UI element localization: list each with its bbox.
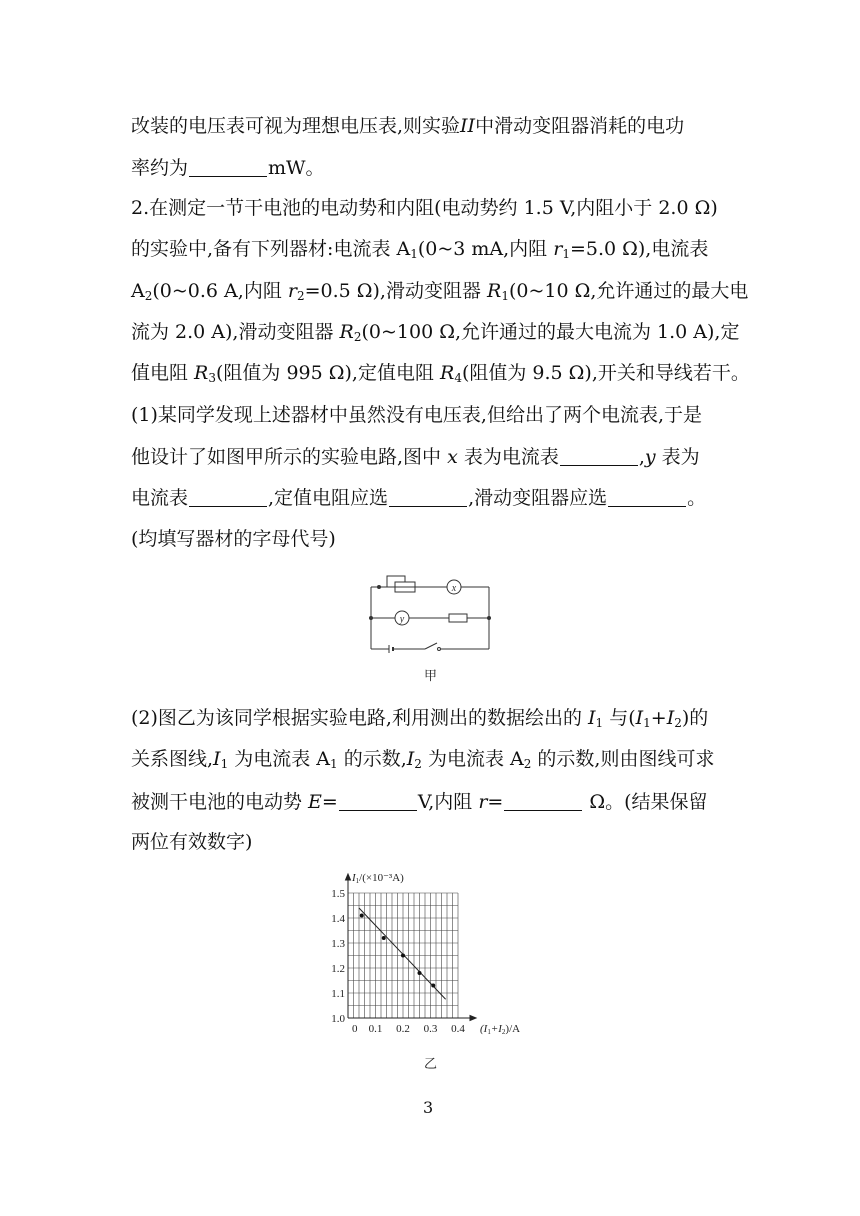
answer-blank[interactable] <box>339 792 417 811</box>
meter-y-label: y <box>399 614 405 625</box>
symbol: R <box>339 321 354 343</box>
text: (均填写器材的字母代号) <box>131 528 336 550</box>
page-number: 3 <box>423 1098 434 1117</box>
subscript: 3 <box>208 371 216 385</box>
subscript: 1 <box>643 716 651 730</box>
text: = <box>487 791 504 813</box>
symbol: I <box>213 748 221 770</box>
symbol: I <box>588 707 596 729</box>
y-axis-label: I1/(×10⁻³A) <box>352 872 404 885</box>
text: 改装的电压表可视为理想电压表,则实验 <box>131 115 461 137</box>
subscript: 2 <box>674 716 682 730</box>
experiment-label: II <box>460 115 476 137</box>
text-line <box>131 117 684 136</box>
answer-blank[interactable] <box>189 488 267 507</box>
text: )的 <box>681 707 709 729</box>
text: 中滑动变阻器消耗的电功 <box>475 115 685 137</box>
y-tick-label: 1.2 <box>331 963 345 975</box>
meter-x-label: x <box>451 583 457 594</box>
answer-blank[interactable] <box>560 447 638 466</box>
text: 流为 2.0 A),滑动变阻器 <box>131 321 340 343</box>
fixed-resistor <box>449 614 467 622</box>
text-line <box>131 158 325 178</box>
text: 被测干电池的电动势 <box>131 791 309 813</box>
text: 两位有效数字) <box>131 831 253 853</box>
x-axis-label: (I1+I2)/A <box>480 1023 521 1036</box>
text: 他设计了如图甲所示的实验电路,图中 <box>131 446 448 468</box>
subscript: 1 <box>410 247 418 261</box>
symbol: I <box>635 707 644 729</box>
text: 率约为 <box>131 157 189 179</box>
text-line <box>131 833 252 852</box>
x-tick-label: 0 <box>352 1023 358 1035</box>
text: + <box>650 707 667 729</box>
y-tick-label: 1.0 <box>331 1013 345 1025</box>
text: 表为 <box>655 446 700 468</box>
text: 为电流表 A <box>421 748 524 770</box>
figure-caption: 甲 <box>424 669 438 684</box>
text: 值电阻 <box>131 362 195 384</box>
symbol: R <box>440 362 455 384</box>
text-line <box>131 199 718 218</box>
symbol: I <box>406 748 415 770</box>
text-line <box>131 488 706 508</box>
text: Ω。(结果保留 <box>583 791 708 813</box>
text-line <box>131 750 714 769</box>
text-line <box>131 709 708 728</box>
text: =5.0 Ω),电流表 <box>569 238 709 260</box>
subscript: 2 <box>296 289 305 303</box>
subscript: 1 <box>501 289 509 303</box>
text: 关系图线, <box>131 748 214 770</box>
symbol: x <box>447 446 458 468</box>
figure-caption: 乙 <box>424 1057 438 1072</box>
x-tick-label: 0.2 <box>396 1023 410 1035</box>
subscript: 1 <box>220 757 229 771</box>
symbol: R <box>487 280 502 302</box>
text: 为电流表 A <box>228 748 331 770</box>
text: ,滑动变阻器应选 <box>468 487 608 509</box>
answer-blank[interactable] <box>608 488 686 507</box>
switch-contact <box>438 648 441 651</box>
text-line <box>131 323 739 342</box>
data-point <box>418 971 422 975</box>
symbol: r <box>553 238 563 260</box>
text: (0~10 Ω,允许通过的最大电 <box>508 280 749 302</box>
circuit-diagram <box>365 566 495 656</box>
x-tick-label: 0.1 <box>368 1023 383 1035</box>
text: (0~0.6 A,内阻 <box>152 280 288 302</box>
subscript: 4 <box>454 371 462 385</box>
x-tick-label: 0.4 <box>451 1023 465 1035</box>
text: V,内阻 <box>417 791 479 813</box>
text-line <box>131 282 748 301</box>
y-tick-label: 1.4 <box>331 913 345 925</box>
y-tick-label: 1.1 <box>331 988 345 1000</box>
x-tick-label: 0.3 <box>423 1023 438 1035</box>
text: 2.在测定一节干电池的电动势和内阻(电动势约 1.5 V,内阻小于 2.0 Ω) <box>131 197 718 219</box>
text: = <box>321 791 338 813</box>
junction <box>377 585 381 589</box>
text-line <box>131 364 750 383</box>
subscript: 2 <box>523 757 532 771</box>
data-point <box>401 954 405 958</box>
subscript: 2 <box>353 330 362 344</box>
text: 的示数,则由图线可求 <box>531 748 715 770</box>
y-tick-label: 1.3 <box>331 938 345 950</box>
subscript: 1 <box>595 716 604 730</box>
text: 的示数, <box>337 748 407 770</box>
text: (1)某同学发现上述器材中虽然没有电压表,但给出了两个电流表,于是 <box>131 404 702 426</box>
junction <box>369 616 373 620</box>
x-axis-arrow <box>470 1016 476 1021</box>
y-axis-arrow <box>346 874 351 880</box>
subscript: 1 <box>330 757 338 771</box>
text-line <box>131 792 708 812</box>
text-line <box>131 240 708 259</box>
answer-blank[interactable] <box>504 792 582 811</box>
y-tick-label: 1.5 <box>331 888 345 900</box>
switch-blade <box>425 643 437 649</box>
symbol: R <box>194 362 209 384</box>
data-point <box>360 914 364 918</box>
text: 表为电流表 <box>457 446 559 468</box>
text: 电流表 <box>131 487 189 509</box>
text: (0~3 mA,内阻 <box>417 238 554 260</box>
graph-i1-vs-sum <box>322 868 538 1036</box>
junction <box>487 616 491 620</box>
data-point <box>431 984 435 988</box>
text: 的实验中,备有下列器材:电流表 A <box>131 238 411 260</box>
answer-blank[interactable] <box>189 158 267 177</box>
subscript: 1 <box>562 247 570 261</box>
text: 。 <box>687 487 707 509</box>
text-line <box>131 406 702 425</box>
text-line <box>131 530 336 549</box>
text: , <box>638 446 645 468</box>
answer-blank[interactable] <box>389 488 467 507</box>
text: mW。 <box>268 157 325 179</box>
symbol: I <box>666 707 675 729</box>
symbol: E <box>308 791 322 813</box>
subscript: 2 <box>414 757 422 771</box>
text: =0.5 Ω),滑动变阻器 <box>304 280 488 302</box>
text: (0~100 Ω,允许通过的最大电流为 1.0 A),定 <box>361 321 740 343</box>
symbol: r <box>478 791 488 813</box>
data-point <box>382 936 386 940</box>
text: (阻值为 9.5 Ω),开关和导线若干。 <box>461 362 750 384</box>
text: (阻值为 995 Ω),定值电阻 <box>216 362 441 384</box>
text: ,定值电阻应选 <box>268 487 389 509</box>
text-line <box>131 447 700 467</box>
symbol: y <box>644 446 656 468</box>
text: A <box>131 280 145 302</box>
text: (2)图乙为该同学根据实验电路,利用测出的数据绘出的 <box>131 707 588 729</box>
text: 与( <box>603 707 636 729</box>
symbol: r <box>287 280 297 302</box>
subscript: 2 <box>144 289 153 303</box>
